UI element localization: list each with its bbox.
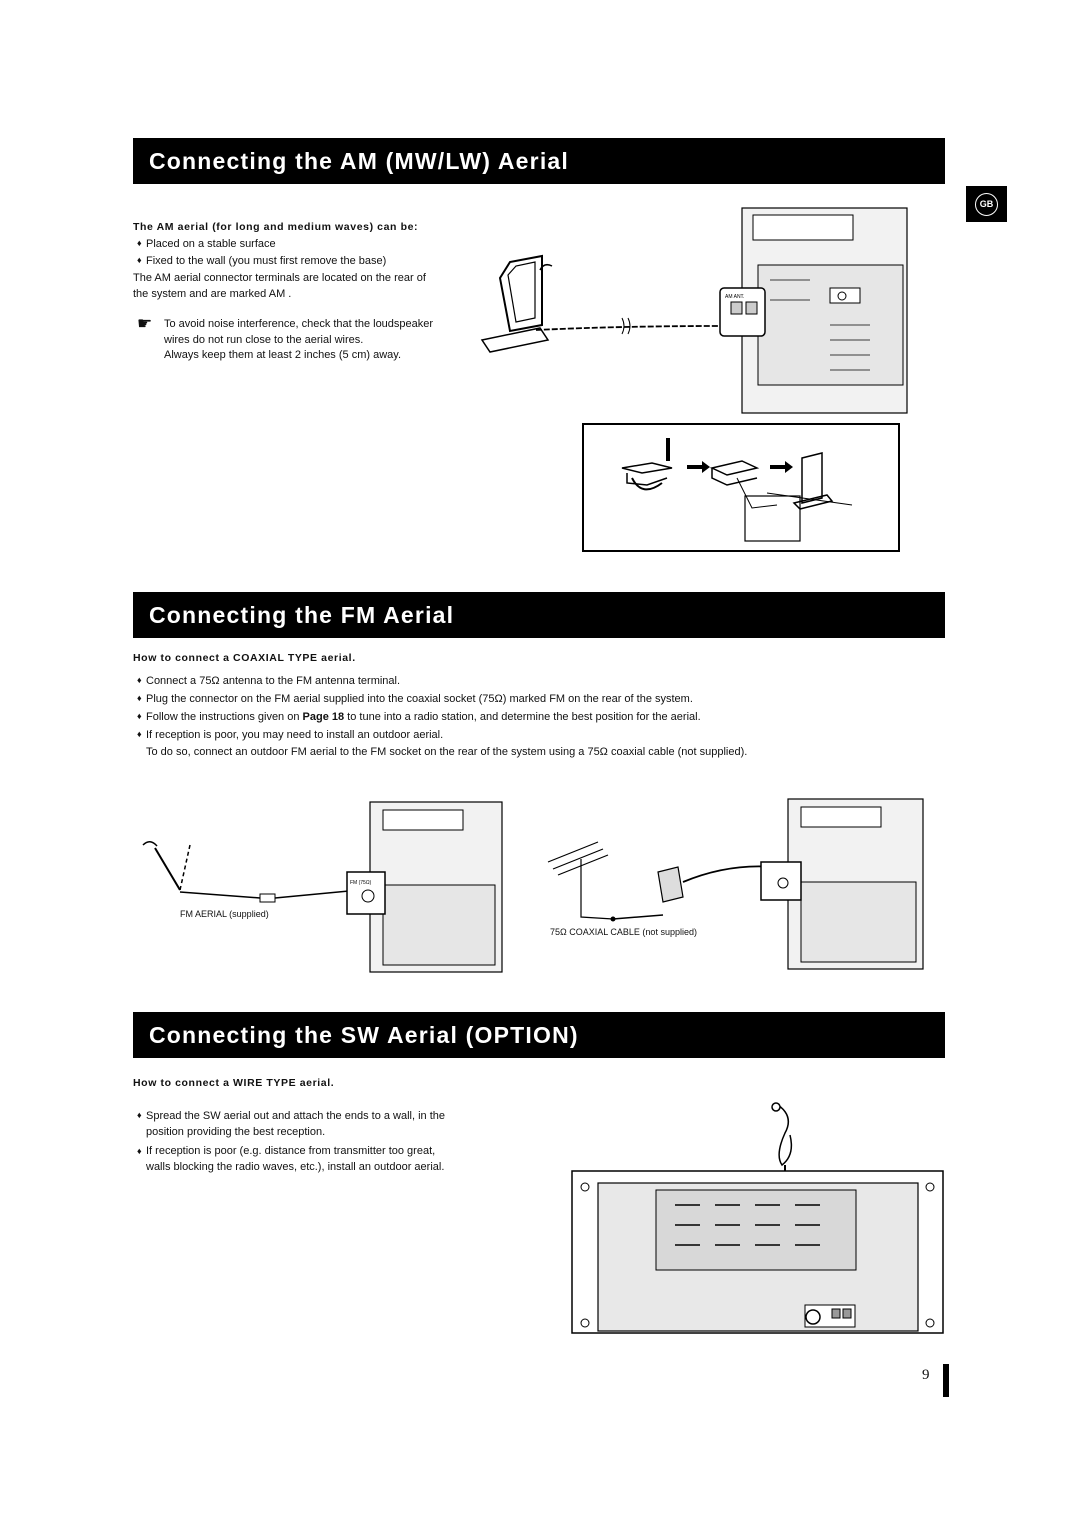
am-bullet-2: Fixed to the wall (you must first remove the base) xyxy=(146,255,387,267)
am-paragraph-line-2: the system and are marked AM . xyxy=(133,288,292,300)
diamond-bullet-icon: ♦ xyxy=(137,711,142,721)
fm-bullet-3-text-end: to tune into a radio station, and determine the best position for the aerial. xyxy=(344,711,701,723)
fm-bullet-2: Plug the connector on the FM aerial supplied into the coaxial socket (75Ω) marked FM on the rear of the system. xyxy=(146,693,693,705)
aerial-stand-assembly-illustration xyxy=(582,423,900,553)
page-number-bar xyxy=(943,1364,949,1397)
language-badge-label: GB xyxy=(975,193,998,216)
fm-label: FM (75Ω) xyxy=(350,880,372,886)
am-bullet-1: Placed on a stable surface xyxy=(146,238,276,250)
diamond-bullet-icon: ♦ xyxy=(137,1146,142,1156)
fm-bullet-1: Connect a 75Ω antenna to the FM antenna terminal. xyxy=(146,675,401,687)
section-title-sw: Connecting the SW Aerial (OPTION) xyxy=(133,1012,945,1058)
am-note-line-2: wires do not run close to the aerial wires. xyxy=(164,334,364,346)
pointing-hand-icon: ☛ xyxy=(137,314,153,333)
section-title-fm: Connecting the FM Aerial xyxy=(133,592,945,638)
coaxial-cable-caption: 75Ω COAXIAL CABLE (not supplied) xyxy=(550,927,697,937)
diamond-bullet-icon: ♦ xyxy=(137,675,142,685)
diamond-bullet-icon: ♦ xyxy=(137,1110,142,1120)
fm-bullet-4-continued: To do so, connect an outdoor FM aerial to the FM socket on the rear of the system using a 75Ω coaxial cable (not supplied). xyxy=(146,746,748,758)
am-heading: The AM aerial (for long and medium waves) can be: xyxy=(133,221,419,233)
fm-page-reference: Page 18 xyxy=(302,711,345,723)
diamond-bullet-icon: ♦ xyxy=(137,255,142,265)
sw-bullet-1-line-2: position providing the best reception. xyxy=(146,1126,326,1138)
am-ant-label: AM ANT. xyxy=(725,294,745,300)
fm-bullet-3 xyxy=(146,709,701,725)
sw-wire-aerial-illustration xyxy=(570,1095,945,1335)
language-badge xyxy=(966,186,1007,222)
sw-bullet-2-line-2: walls blocking the radio waves, etc.), install an outdoor aerial. xyxy=(146,1161,445,1173)
diamond-bullet-icon: ♦ xyxy=(137,238,142,248)
diamond-bullet-icon: ♦ xyxy=(137,693,142,703)
am-aerial-connection-illustration xyxy=(470,200,915,415)
fm-heading: How to connect a COAXIAL TYPE aerial. xyxy=(133,652,356,664)
fm-bullet-3-text: Follow the instructions given on xyxy=(146,711,303,723)
sw-bullet-1-line-1: Spread the SW aerial out and attach the ends to a wall, in the xyxy=(146,1110,446,1122)
sw-bullet-2-line-1: If reception is poor (e.g. distance from transmitter too great, xyxy=(146,1145,436,1157)
fm-outdoor-aerial-illustration xyxy=(543,797,928,972)
page-number: 9 xyxy=(922,1367,930,1383)
fm-aerial-supplied-caption: FM AERIAL (supplied) xyxy=(180,909,269,919)
diamond-bullet-icon: ♦ xyxy=(137,729,142,739)
fm-bullet-4: If reception is poor, you may need to install an outdoor aerial. xyxy=(146,729,444,741)
am-paragraph-line-1: The AM aerial connector terminals are located on the rear of xyxy=(133,272,426,284)
am-note-line-1: To avoid noise interference, check that the loudspeaker xyxy=(164,318,434,330)
fm-supplied-aerial-illustration xyxy=(135,800,510,975)
am-note-line-3: Always keep them at least 2 inches (5 cm) away. xyxy=(164,349,402,361)
sw-heading: How to connect a WIRE TYPE aerial. xyxy=(133,1077,335,1089)
section-title-am: Connecting the AM (MW/LW) Aerial xyxy=(133,138,945,184)
